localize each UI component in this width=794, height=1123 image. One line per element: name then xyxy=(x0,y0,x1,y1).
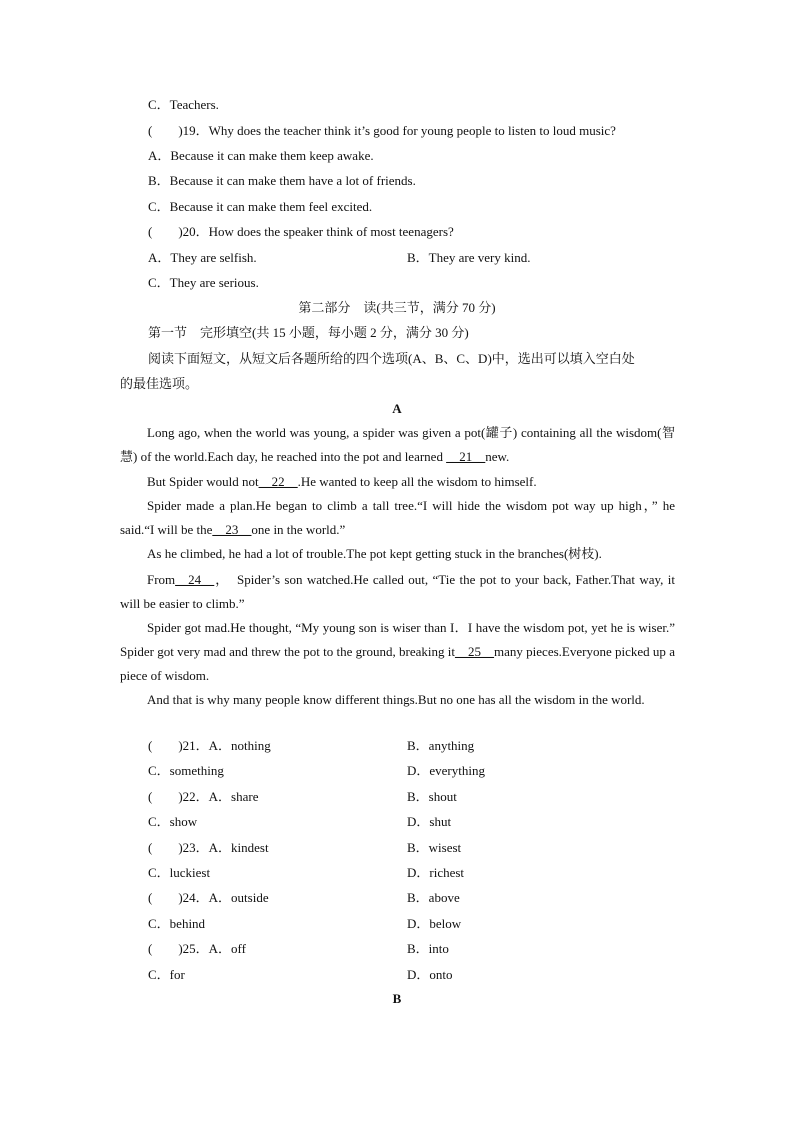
passage-paragraph-3 xyxy=(120,494,675,542)
passage-paragraph-7: And that is why many people know different things.But no one has all the wisdom in the world. xyxy=(147,692,645,707)
passage-paragraph-4: As he climbed, he had a lot of trouble.The pot kept getting stuck in the branches(树枝). xyxy=(147,546,602,561)
paragraph-text: .He wanted to keep all the wisdom to himself. xyxy=(297,474,537,489)
q23-option-d: D．richest xyxy=(407,865,465,880)
section1-title: 第一节 完形填空(共 15 小题，每小题 2 分，满分 30 分) xyxy=(148,325,469,340)
q25-option-d: D．onto xyxy=(407,967,453,982)
q22-option-c: C．show xyxy=(148,814,198,829)
blank-21: __21__ xyxy=(446,449,486,464)
q25-option-a: ( )25．A．off xyxy=(148,941,246,956)
paragraph-text: new. xyxy=(485,449,510,464)
passage-paragraph-2 xyxy=(120,470,675,494)
paragraph-text: one in the world.” xyxy=(251,522,346,537)
paragraph-text: many pieces.Everyone picked up a piece of wisdom. xyxy=(120,644,675,683)
blank-22: __22__ xyxy=(258,474,298,489)
q18-option-c: C．Teachers. xyxy=(148,97,219,112)
passage-b-label: B xyxy=(392,991,402,1006)
passage-paragraph-6 xyxy=(120,616,689,688)
q25-option-c: C．for xyxy=(148,967,185,982)
q23-option-c: C．luckiest xyxy=(148,865,211,880)
q21-option-b: B．anything xyxy=(407,738,475,753)
q19-option-a: A．Because it can make them keep awake. xyxy=(148,148,374,163)
blank-23: __23__ xyxy=(212,522,252,537)
q20-option-b: B．They are very kind. xyxy=(407,250,531,265)
q24-option-b: B．above xyxy=(407,890,460,905)
instruction-line-2: 的最佳选项。 xyxy=(120,376,199,391)
paragraph-text: From xyxy=(147,572,176,587)
q20-option-a: A．They are selfish. xyxy=(148,250,257,265)
paragraph-text: But Spider would not xyxy=(147,474,259,489)
blank-25: __25__ xyxy=(455,644,495,659)
paragraph-text: ， Spider’s son watched.He called out, “Tie the pot to your back, Father.That way, it will be easier to climb.” xyxy=(120,572,675,611)
q21-option-d: D．everything xyxy=(407,763,485,778)
blank-24: __24__ xyxy=(175,572,215,587)
q22-option-a: ( )22．A．share xyxy=(148,789,259,804)
q20-stem: ( )20．How does the speaker think of most teenagers? xyxy=(148,224,454,239)
passage-a-label: A xyxy=(392,401,402,416)
q24-option-d: D．below xyxy=(407,916,462,931)
passage-paragraph-1 xyxy=(120,421,675,469)
q24-option-c: C．behind xyxy=(148,916,206,931)
q19-option-b: B．Because it can make them have a lot of friends. xyxy=(148,173,416,188)
q19-stem: ( )19．Why does the teacher think it’s good for young people to listen to loud music? xyxy=(148,123,616,138)
q24-option-a: ( )24．A．outside xyxy=(148,890,269,905)
passage-paragraph-5 xyxy=(120,568,675,616)
q23-option-a: ( )23．A．kindest xyxy=(148,840,269,855)
q25-option-b: B．into xyxy=(407,941,449,956)
q21-option-c: C．something xyxy=(148,763,224,778)
paragraph-text: Spider got mad.He thought, “My young son is wiser than I．I have the wisdom pot, yet he is wiser.” Spider got very mad and threw the pot to the ground, breaking it xyxy=(120,620,689,659)
q22-option-d: D．shut xyxy=(407,814,452,829)
q20-option-c: C．They are serious. xyxy=(148,275,259,290)
q23-option-b: B．wisest xyxy=(407,840,462,855)
paragraph-text: Long ago, when the world was young, a spider was given a pot(罐子) containing all the wisdom(智慧) of the world.Each day, he reached into the pot and learned xyxy=(120,425,675,464)
paragraph-text: Spider made a plan.He began to climb a tall tree.“I will hide the wisdom pot way up high，” he said.“I will be the xyxy=(120,498,675,537)
part2-title: 第二部分 读(共三节，满分 70 分) xyxy=(298,300,496,315)
q22-option-b: B．shout xyxy=(407,789,457,804)
instruction-line-1: 阅读下面短文，从短文后各题所给的四个选项(A、B、C、D)中，选出可以填入空白处 xyxy=(148,351,635,366)
q21-option-a: ( )21．A．nothing xyxy=(148,738,271,753)
q19-option-c: C．Because it can make them feel excited. xyxy=(148,199,373,214)
